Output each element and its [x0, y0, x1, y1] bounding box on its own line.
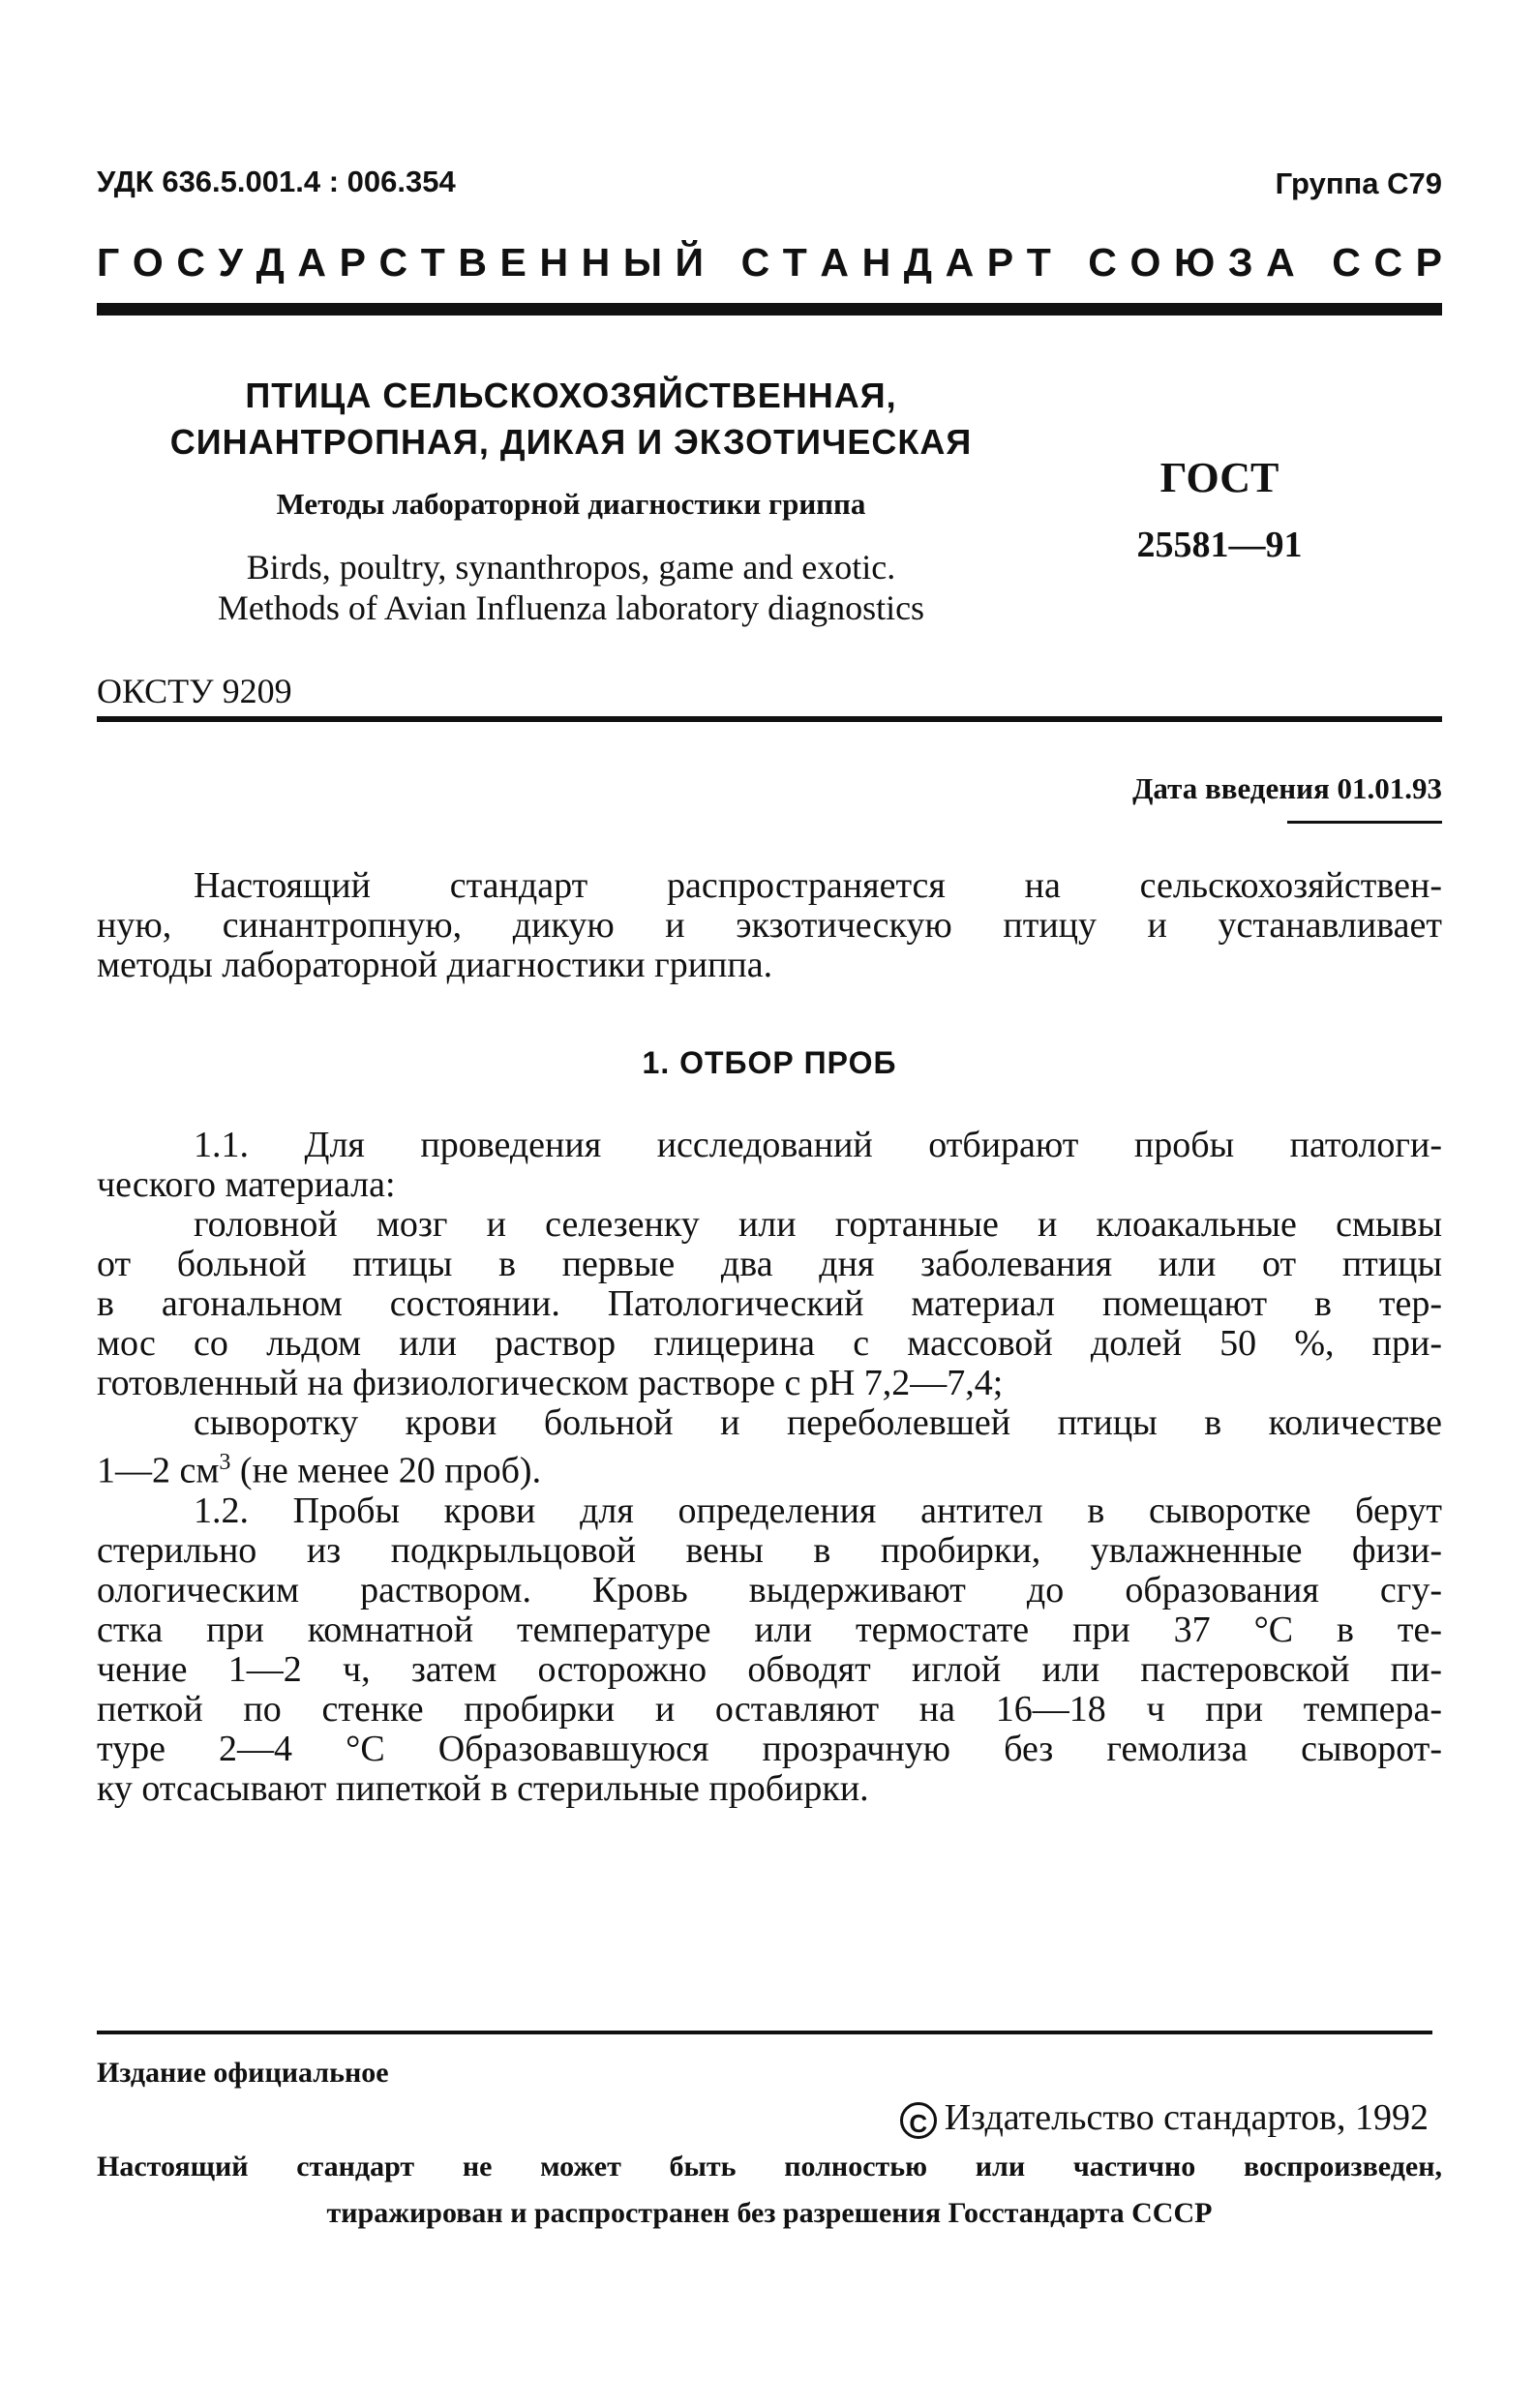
heading-letter: Г [97, 240, 120, 285]
copyright-icon: С [900, 2102, 937, 2139]
text-line: от больной птицы в первые два дня заболевания или от птицы [97, 1244, 1442, 1284]
date-underline [1287, 821, 1442, 824]
text-line: чение 1—2 ч, затем осторожно обводят иглой или пастеровской пи- [97, 1648, 1442, 1690]
official-edition: Издание официальное [97, 2057, 389, 2089]
text-line: ческого материала: [97, 1164, 396, 1205]
subtitle: Методы лабораторной диагностики гриппа [276, 487, 866, 521]
heading-letter: А [1266, 240, 1295, 285]
heading-letter: Р [986, 240, 1014, 285]
english-title-line: Methods of Avian Influenza laboratory diagnostics [217, 588, 925, 627]
text-line: ологическим раствором. Кровь выдерживают до образования сгу- [97, 1569, 1442, 1610]
text-line: 1.2. Пробы крови для определения антител в сыворотке берут [194, 1490, 1442, 1531]
heading-letter: У [218, 240, 244, 285]
heading-letter: Р [1415, 240, 1442, 285]
divider-rule [97, 716, 1442, 722]
heading-letter: А [945, 240, 975, 285]
english-title-line: Birds, poultry, synanthropos, game and exotic. [246, 548, 896, 587]
title-block [145, 373, 997, 628]
intro-date-label: Дата введения [1132, 771, 1330, 805]
heading-letter: О [1129, 240, 1161, 285]
text-fragment: (не менее 20 проб). [230, 1450, 542, 1491]
text-line: 1.1. Для проведения исследований отбирают пробы патологи- [194, 1125, 1442, 1165]
text-line: сыворотку крови больной и переболевшей птицы в количестве [194, 1402, 1442, 1443]
state-standard-heading [97, 240, 1442, 286]
heading-letter: С [1332, 240, 1361, 285]
intro-date-value: 01.01.93 [1337, 771, 1442, 805]
heading-letter: А [820, 240, 849, 285]
heading-letter: О [132, 240, 164, 285]
title-line: ПТИЦА СЕЛЬСКОХОЗЯЙСТВЕННАЯ, [245, 376, 897, 415]
header-rule [97, 303, 1442, 316]
superscript: 3 [219, 1450, 231, 1475]
heading-letter: Н [539, 240, 569, 285]
copyright [900, 2096, 1429, 2139]
heading-letter [1064, 240, 1074, 286]
heading-letter: Н [861, 240, 891, 285]
text-line: Настоящий стандарт распространяется на сельскохозяйствен- [194, 865, 1442, 906]
footer-rule [97, 2031, 1432, 2034]
text-line: ную, синантропную, дикую и экзотическую птицу и устанавливает [97, 905, 1442, 946]
text-line: петкой по стенке пробирки и оставляют на 16—18 ч при темпера- [97, 1688, 1442, 1730]
heading-letter: С [740, 240, 770, 285]
heading-letter: Т [420, 240, 445, 285]
section-title: 1. ОТБОР ПРОБ [642, 1045, 897, 1080]
heading-letter: Н [581, 240, 611, 285]
heading-letter [1308, 240, 1318, 286]
text-line: в агональном состоянии. Патологический материал помещают в тер- [97, 1283, 1442, 1324]
oksty-code: ОКСТУ 9209 [97, 672, 292, 710]
heading-letter [717, 240, 728, 286]
text-line: мос со льдом или раствор глицерина с массовой долей 50 %, при- [97, 1323, 1442, 1364]
heading-letter: Т [782, 240, 807, 285]
text-line [97, 1443, 1442, 1491]
heading-letter: В [458, 240, 487, 285]
heading-letter: Д [256, 240, 285, 285]
heading-letter: С [1373, 240, 1403, 285]
heading-letter: Й [675, 240, 705, 285]
gost-label: ГОСТ [1159, 454, 1279, 501]
text-line: стка при комнатной температуре или термостате при 37 °С в те- [97, 1609, 1442, 1650]
text-line: головной мозг и селезенку или гортанные и клоакальные смывы [194, 1204, 1442, 1245]
text-line: методы лабораторной диагностики гриппа. [97, 945, 773, 985]
text-fragment: 1—2 см [97, 1450, 220, 1491]
heading-letter: Е [499, 240, 527, 285]
heading-letter: А [297, 240, 326, 285]
udk-code: УДК 636.5.001.4 : 006.354 [97, 165, 456, 198]
heading-letter: З [1227, 240, 1253, 285]
heading-letter: Ы [622, 240, 662, 285]
heading-letter: Д [903, 240, 932, 285]
text-line: готовленный на физиологическом растворе с рН 7,2—7,4; [97, 1363, 1004, 1403]
heading-letter: С [176, 240, 205, 285]
copyright-text: Издательство стандартов, 1992 [944, 2097, 1429, 2138]
text-line: туре 2—4 °С Образовавшуюся прозрачную без гемолиза сыворот- [97, 1728, 1442, 1769]
body-text [97, 866, 1442, 1809]
heading-letter: Ю [1173, 240, 1216, 285]
text-line: ку отсасывают пипеткой в стерильные пробирки. [97, 1767, 869, 1809]
reproduction-notice: Настоящий стандарт не может быть полностью или частично воспроизведен, [97, 2151, 1442, 2182]
gost-number: 25581—91 [1136, 525, 1303, 565]
reproduction-notice: тиражирован и распространен без разрешения Госстандарта СССР [326, 2197, 1213, 2229]
heading-letter: С [378, 240, 408, 285]
group-code: Группа С79 [1275, 166, 1442, 200]
heading-letter: Т [1026, 240, 1051, 285]
heading-letter: Р [339, 240, 366, 285]
heading-letter: С [1088, 240, 1117, 285]
text-line: стерильно из подкрыльцовой вены в пробирки, увлажненные физи- [97, 1529, 1442, 1571]
title-line: СИНАНТРОПНАЯ, ДИКАЯ И ЭКЗОТИЧЕСКАЯ [169, 422, 973, 462]
intro-date [1132, 771, 1442, 806]
